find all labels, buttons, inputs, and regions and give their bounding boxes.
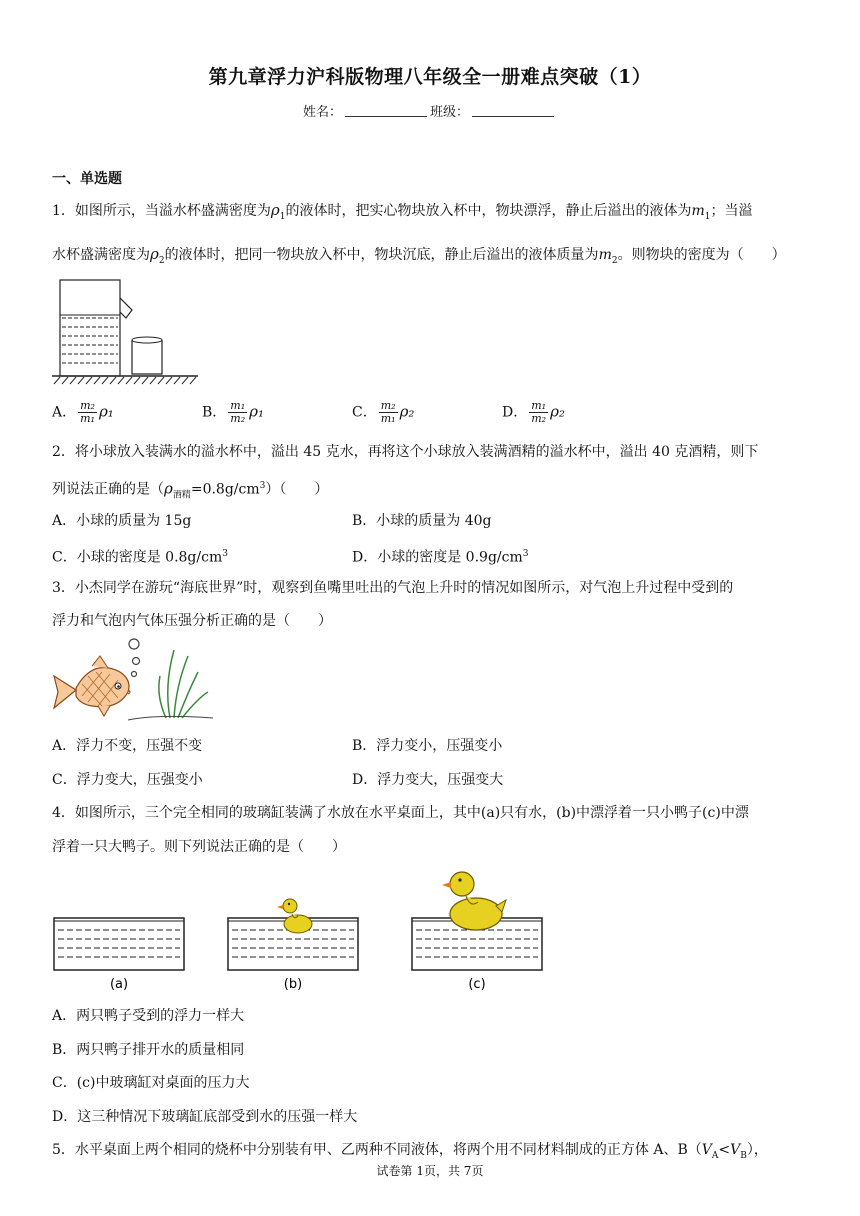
q4-option-d[interactable]: D．这三种情况下玻璃缸底部受到水的压强一样大 [52, 1109, 358, 1125]
q2-option-d[interactable]: D．小球的密度是 $0.9g/cm^3$ [352, 549, 529, 566]
q3-option-b[interactable]: B．浮力变小，压强变小 [352, 738, 503, 754]
tank-c [412, 872, 542, 970]
q1-line2: 水杯盛满密度为$\rho_2$的液体时，把同一物块放入杯中，物块沉底，静止后溢出的液体质量为$m_2$。则物块的密度为（ ） [52, 245, 786, 266]
q2-option-a[interactable]: A．小球的质量为 15g [52, 513, 192, 529]
q2-option-c[interactable]: C．小球的密度是 $0.8g/cm^3$ [52, 549, 228, 566]
class-blank [472, 104, 554, 117]
q4-option-a[interactable]: A．两只鸭子受到的浮力一样大 [52, 1008, 245, 1024]
small-duck [277, 899, 312, 933]
page-footer: 试卷第 1页，共 7页 [376, 1164, 484, 1178]
svg-text:(b): (b) [283, 977, 303, 992]
section-title: 一、单选题 [52, 171, 122, 187]
q4-option-b[interactable]: B．两只鸭子排开水的质量相同 [52, 1042, 245, 1058]
overflow-cup-figure [50, 278, 200, 386]
svg-text:(c): (c) [468, 977, 486, 992]
class-label: 班级： [430, 105, 470, 120]
q1-option-a[interactable]: A． $\frac{\text{m₂}}{\text{m₁}}$ ρ₁ [52, 399, 114, 425]
q3-option-a[interactable]: A．浮力不变，压强不变 [52, 738, 203, 754]
q1-option-d[interactable]: D． $\frac{\text{m₁}}{\text{m₂}}$ ρ₂ [502, 399, 565, 425]
q1-option-c[interactable]: C． $\frac{\text{m₂}}{\text{m₁}}$ ρ₂ [352, 399, 415, 425]
q3-line2: 浮力和气泡内气体压强分析正确的是（ ） [52, 613, 332, 629]
q2-option-b[interactable]: B．小球的质量为 40g [352, 513, 492, 529]
q4-option-c[interactable]: C．(c)中玻璃缸对桌面的压力大 [52, 1075, 250, 1091]
q2-line2: 列说法正确的是$(\rho_{酒精}=0.8g/cm^3)$（ ） [52, 479, 329, 501]
q2-line1: 2．将小球放入装满水的溢水杯中，溢出 45 克水，再将这个小球放入装满酒精的溢水杯中，溢出 40 克酒精，则下 [52, 444, 759, 460]
q4-line1: 4．如图所示，三个完全相同的玻璃缸装满了水放在水平桌面上，其中(a)只有水，(b)中漂浮着一只小鸭子(c)中漂 [52, 805, 749, 821]
fish-bubbles-figure [48, 636, 218, 726]
three-tanks-figure [48, 864, 548, 996]
q1-option-b[interactable]: B． $\frac{\text{m₁}}{\text{m₂}}$ ρ₁ [202, 399, 264, 425]
tank-a [54, 918, 184, 970]
student-info-line [0, 101, 860, 120]
name-blank [345, 104, 427, 117]
tank-b [228, 899, 358, 970]
q1-line1: 1．如图所示，当溢水杯盛满密度为$\rho_1$的液体时，把实心物块放入杯中，物块漂浮，静止后溢出的液体为$m_1$；当溢 [52, 201, 753, 222]
q3-option-d[interactable]: D．浮力变大，压强变大 [352, 772, 504, 788]
q4-line2: 浮着一只大鸭子。则下列说法正确的是（ ） [52, 839, 346, 855]
q3-option-c[interactable]: C．浮力变大，压强变小 [52, 772, 203, 788]
q5-line1: 5．水平桌面上两个相同的烧杯中分别装有甲、乙两种不同液体，将两个用不同材料制成的正方体 A、$B(V_A<V_B)$， [52, 1142, 768, 1161]
page-title: 第九章浮力沪科版物理八年级全一册难点突破（1） [208, 66, 652, 88]
svg-text:(a): (a) [109, 977, 129, 992]
name-label: 姓名： [302, 105, 342, 120]
q3-line1: 3．小杰同学在游玩“海底世界”时，观察到鱼嘴里吐出的气泡上升时的情况如图所示，对气泡上升过程中受到的 [52, 580, 734, 596]
